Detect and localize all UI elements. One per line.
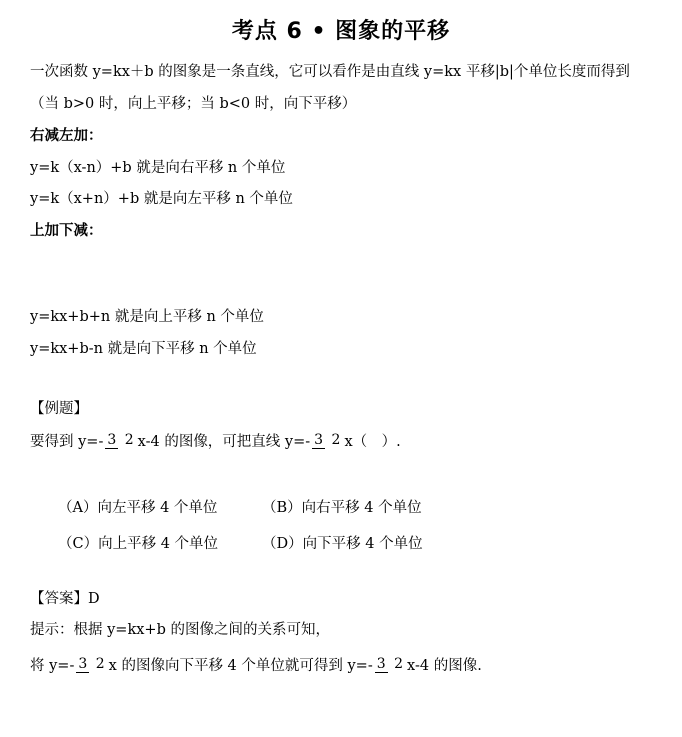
answer-solution [30,654,482,675]
answer-solution-suffix: x-4 的图像. [407,658,482,674]
rule-lr-heading: 右减左加： [30,128,103,144]
answer-solution-prefix: 将 y=- [30,658,75,674]
example-question-mid: x-4 的图像，可把直线 y=- [137,434,311,450]
answer-hint: 提示：根据 y=kx+b 的图像之间的关系可知， [30,622,330,638]
page-title: 考点 6 • 图象的平移 [231,19,451,44]
option-a: （A）向左平移 4 个单位 [58,500,218,516]
example-question-prefix: 要得到 y=- [30,434,104,450]
rule-up-shift: y=kx+b+n 就是向上平移 n 个单位 [30,309,264,325]
option-c: （C）向上平移 4 个单位 [58,536,219,552]
fraction: 3 2 [78,656,105,672]
example-question [30,430,401,451]
example-question-suffix: x（ ）. [344,434,401,450]
rule-ud-heading: 上加下减： [30,223,103,239]
answer-heading: 【答案】D [30,591,100,607]
option-b: （B）向右平移 4 个单位 [262,500,422,516]
fraction: 3 2 [376,656,404,672]
example-heading: 【例题】 [30,401,88,417]
rule-right-shift: y=k（x-n）+b 就是向右平移 n 个单位 [30,160,286,176]
option-d: （D）向下平移 4 个单位 [262,536,423,552]
fraction: 3 2 [314,432,341,448]
rule-down-shift: y=kx+b-n 就是向下平移 n 个单位 [30,341,257,357]
rule-left-shift: y=k（x+n）+b 就是向左平移 n 个单位 [30,191,293,207]
answer-solution-mid: x 的图像向下平移 4 个单位就可得到 y=- [108,658,373,674]
intro-line-1: 一次函数 y=kx＋b 的图象是一条直线，它可以看作是由直线 y=kx 平移|b|个单位长度而得到 [30,64,630,80]
fraction: 3 2 [107,432,134,448]
intro-line-2: （当 b>0 时，向上平移；当 b<0 时，向下平移） [30,96,357,112]
